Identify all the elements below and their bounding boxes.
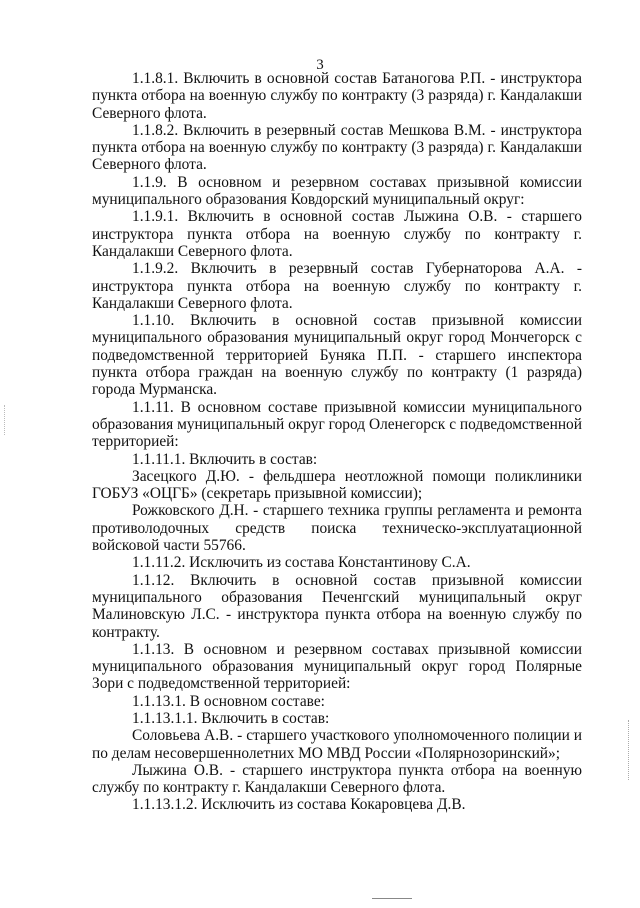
paragraph: 1.1.9.2. Включить в резервный состав Губернаторова А.А. - инструктора пункта отбора на военную службу по контракту г. Кандалакши Северного флота. [92, 260, 582, 312]
paragraph: 1.1.8.2. Включить в резервный состав Мешкова В.М. - инструктора пункта отбора на военную службу по контракту (3 разряда) г. Кандалакши Северного флота. [92, 121, 582, 174]
paragraph: 1.1.9. В основном и резервном составах призывной комиссии муниципального образования Ковдорский муниципальный округ: [92, 173, 582, 209]
paragraph: Рожковского Д.Н. - старшего техника группы регламента и ремонта противолодочных средств поиска техническо-эксплуатационной войсковой части 55766. [92, 502, 582, 555]
page-number: 3 [316, 57, 324, 73]
scan-artifact [4, 405, 6, 435]
paragraph: 1.1.12. Включить в основной состав призывной комиссии муниципального образования Печенгский муниципальный округ Малиновскую Л.С. - инструктора пункта отбора на военную службу по контракту. [92, 571, 582, 641]
paragraph: Соловьева А.В. - старшего участкового уполномоченного полиции и по делам несовершеннолетних МО МВД России «Полярнозоринский»; [92, 727, 582, 762]
paragraph: 1.1.11.2. Исключить из состава Константинову С.А. [132, 554, 471, 572]
paragraph: 1.1.10. Включить в основной состав призывной комиссии муниципального образования муниципальный округ город Мончегорск с подведомственной территорией Буняка П.П. - старшего инспектора пункта отбора граждан на военную службу по контракту (1 разряда) города Мурманска. [92, 312, 582, 399]
paragraph: Лыжина О.В. - старшего инструктора пункта отбора на военную службу по контракту г. Кандалакши Северного флота. [92, 761, 582, 797]
scan-artifact [372, 898, 412, 900]
paragraph: 1.1.9.1. Включить в основной состав Лыжина О.В. - старшего инструктора пункта отбора на военную службу по контракту г. Кандалакши Северного флота. [92, 208, 582, 260]
paragraph: 1.1.11. В основном составе призывной комиссии муниципального образования муниципальный округ город Оленегорск с подведомственной территорией: [92, 398, 582, 451]
paragraph: 1.1.11.1. Включить в состав: [132, 450, 318, 468]
paragraph: Засецкого Д.Ю. - фельдшера неотложной помощи поликлиники ГОБУЗ «ОЦГБ» (секретарь призывной комиссии); [92, 467, 582, 503]
document-body [92, 70, 582, 814]
paragraph: 1.1.13. В основном и резервном составах призывной комиссии муниципального образования муниципальный округ город Полярные Зори с подведомственной территорией: [92, 640, 582, 693]
paragraph: 1.1.8.1. Включить в основной состав Батаногова Р.П. - инструктора пункта отбора на военную службу по контракту (3 разряда) г. Кандалакши Северного флота. [92, 70, 582, 122]
paragraph: 1.1.13.1. В основном составе: [132, 692, 325, 710]
paragraph: 1.1.13.1.2. Исключить из состава Кокаровцева Д.В. [132, 796, 466, 814]
paragraph: 1.1.13.1.1. Включить в состав: [132, 709, 330, 727]
scan-artifact [628, 720, 631, 780]
